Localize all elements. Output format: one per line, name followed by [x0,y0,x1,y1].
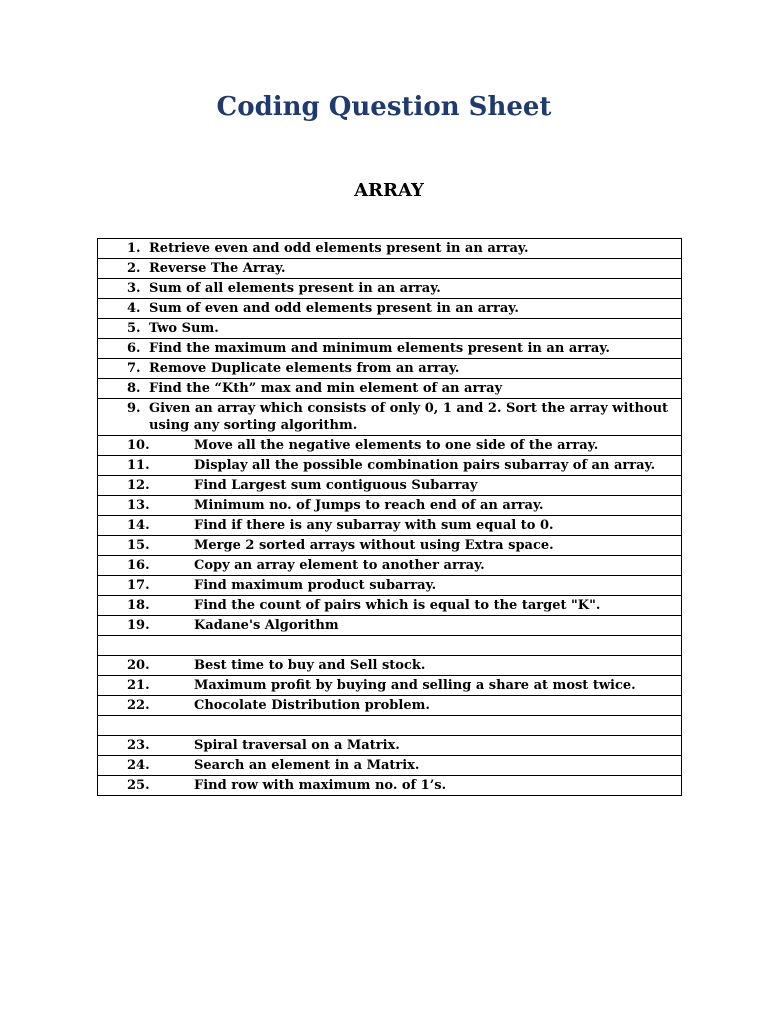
question-number: 23. [127,738,150,753]
table-row [98,359,682,379]
question-number: 1. [127,241,141,256]
table-row [98,319,682,339]
table-row [98,696,682,716]
question-number: 6. [127,341,141,356]
table-row [98,676,682,696]
table-row [98,339,682,359]
question-number: 22. [127,698,150,713]
empty-row [98,716,682,736]
question-text: Merge 2 sorted arrays without using Extra space. [194,538,554,553]
question-text: Copy an array element to another array. [194,558,485,573]
table-row [98,556,682,576]
table-row [98,596,682,616]
question-number: 17. [127,578,150,593]
question-text: Kadane's Algorithm [194,618,339,633]
question-number: 8. [127,381,141,396]
question-text: Display all the possible combination pairs subarray of an array. [194,458,656,473]
question-number: 5. [127,321,141,336]
question-number: 24. [127,758,150,773]
question-text: Chocolate Distribution problem. [194,698,430,713]
question-number: 18. [127,598,150,613]
question-text: Remove Duplicate elements from an array. [149,361,460,376]
question-number: 16. [127,558,150,573]
question-text: Find maximum product subarray. [194,578,437,593]
question-text: Spiral traversal on a Matrix. [194,738,400,753]
question-number: 3. [127,281,141,296]
empty-row [98,636,682,656]
question-number: 19. [127,618,150,633]
question-text: Sum of even and odd elements present in an array. [149,301,519,316]
question-number: 13. [127,498,150,513]
question-text: Search an element in a Matrix. [194,758,420,773]
question-text: Move all the negative elements to one side of the array. [194,438,599,453]
section-heading: ARRAY [354,180,424,201]
question-text: Maximum profit by buying and selling a share at most twice. [194,678,636,693]
table-row [98,656,682,676]
table-row [98,756,682,776]
question-text: Best time to buy and Sell stock. [194,658,426,673]
question-number: 10. [127,438,150,453]
question-text: Find if there is any subarray with sum equal to 0. [194,518,554,533]
table-row [98,456,682,476]
question-text: Given an array which consists of only 0, 1 and 2. Sort the array without using any sorting algorithm. [149,401,669,433]
question-number: 9. [127,401,141,416]
question-number: 15. [127,538,150,553]
question-text: Minimum no. of Jumps to reach end of an array. [194,498,544,513]
page-title: Coding Question Sheet [216,92,552,122]
question-number: 14. [127,518,150,533]
question-number: 4. [127,301,141,316]
question-number: 11. [127,458,150,473]
table-row [98,616,682,636]
table-row [98,776,682,796]
question-text: Find the count of pairs which is equal to the target "K". [194,598,601,613]
question-text: Sum of all elements present in an array. [149,281,441,296]
table-row [98,239,682,259]
question-text: Find the maximum and minimum elements present in an array. [149,341,610,356]
question-number: 20. [127,658,150,673]
question-number: 7. [127,361,141,376]
table-row [98,259,682,279]
table-row [98,536,682,556]
table-row [98,496,682,516]
question-text: Retrieve even and odd elements present in an array. [149,241,529,256]
table-row [98,736,682,756]
question-text: Reverse The Array. [149,261,286,276]
question-text: Two Sum. [149,321,219,336]
question-number: 21. [127,678,150,693]
question-text: Find Largest sum contiguous Subarray [194,478,478,493]
table-row [98,436,682,456]
table-row [98,299,682,319]
question-number: 12. [127,478,150,493]
table-row [98,399,682,436]
table-row [98,279,682,299]
table-row [98,476,682,496]
question-text: Find row with maximum no. of 1’s. [194,778,447,793]
question-text: Find the “Kth” max and min element of an array [149,381,503,396]
question-table [97,238,682,796]
table-row [98,379,682,399]
table-row [98,576,682,596]
table-row [98,516,682,536]
question-number: 2. [127,261,141,276]
question-number: 25. [127,778,150,793]
